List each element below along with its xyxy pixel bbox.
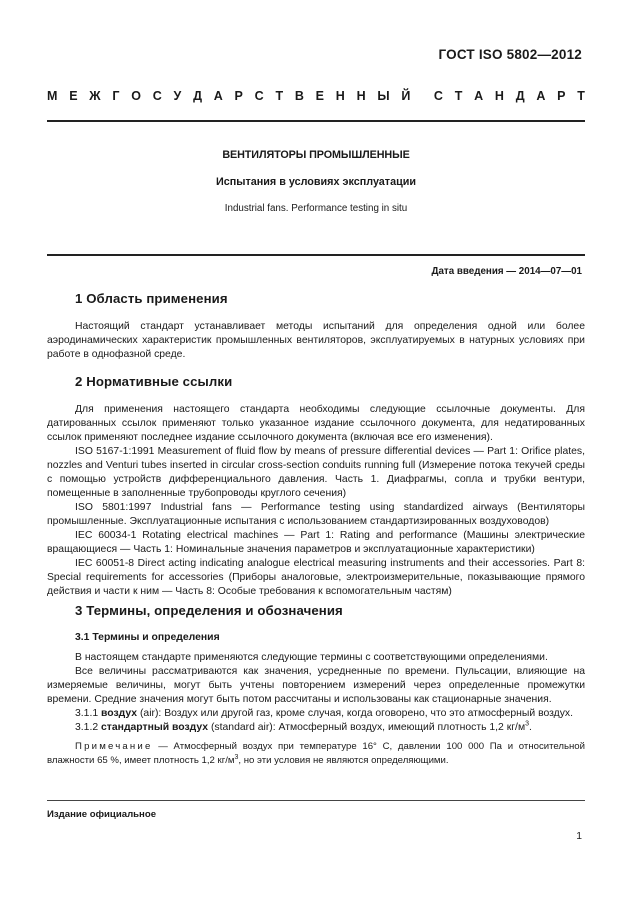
banner-letter: Ы [377, 89, 390, 103]
title-divider [47, 254, 585, 256]
banner-letter: Е [315, 89, 324, 103]
note-text-end: , но эти условия не являются определяющими. [238, 754, 449, 766]
banner-letter: Р [234, 89, 243, 103]
header-divider [47, 120, 585, 122]
banner-letter: С [152, 89, 162, 103]
term-name: стандартный воздух [101, 722, 209, 733]
superscript: 3 [525, 720, 529, 728]
section-3-1-heading: 3.1 Термины и определения [75, 632, 220, 643]
banner-letter: Н [335, 89, 345, 103]
section-3-paragraph: В настоящем стандарте применяются следующие термины с соответствующими определениями. [75, 652, 548, 663]
banner-letter: А [213, 89, 223, 103]
term-standard-air [47, 721, 585, 735]
section-3-body [47, 651, 585, 767]
term-definition-end: . [529, 722, 532, 733]
document-code: ГОСТ ISO 5802—2012 [438, 47, 582, 62]
banner-letter: Г [112, 89, 120, 103]
banner-letter: М [47, 89, 58, 103]
section-2-heading: 2 Нормативные ссылки [75, 374, 233, 389]
section-2-paragraph: Для применения настоящего стандарта необходимы следующие ссылочные документы. Для датированных ссылок применяют только указанное издание ссылочного документа, для недатированных ссылок применяют последнее издание ссылочного документа (включая все его изменения). [47, 404, 585, 443]
term-air [47, 707, 585, 721]
banner-letter: С [254, 89, 264, 103]
banner-letter: С [433, 89, 443, 103]
banner-letter: Н [356, 89, 366, 103]
page-number: 1 [576, 831, 582, 842]
term-number: 3.1.1 [75, 708, 99, 719]
section-2-body [47, 403, 585, 599]
reference-iso-5167: ISO 5167-1:1991 Measurement of fluid flow by means of pressure differential devices — Part 1: Orifice plates, nozzles and Venturi tubes inserted in circular cross-section conduits running full (Измерение потока текучей среды с помощью устройств дифференциального давления. Часть 1. Диафрагмы, сопла и трубки вентури, помещенные в заполненные трубопроводы круглого сечения) [47, 446, 585, 499]
reference-iec-60051: IEC 60051-8 Direct acting indicating analogue electrical measuring instruments and their accessories. Part 8: Special requirements for accessories (Приборы аналоговые, электроизмерительные, показывающие прямого действия и части к ним — Часть 8: Особые требования к вспомогательным частям) [47, 558, 585, 597]
banner-letter: Ж [89, 89, 101, 103]
official-edition-label: Издание официальное [47, 809, 157, 820]
banner-letter: А [536, 89, 546, 103]
banner-letter: У [173, 89, 182, 103]
document-subtitle: Испытания в условиях эксплуатации [215, 176, 417, 188]
standard-type-banner [47, 89, 585, 103]
banner-letter: Й [401, 89, 411, 103]
banner-letter: Т [577, 89, 585, 103]
term-name: воздух [101, 708, 138, 719]
banner-letter: Д [515, 89, 525, 103]
reference-iso-5801: ISO 5801:1997 Industrial fans — Performance testing using standardized airways (Вентиляторы промышленные. Эксплуатационные испытания с использованием стандартизированных воздуховодов) [47, 502, 585, 527]
note [47, 740, 585, 767]
reference-iec-60034: IEC 60034-1 Rotating electrical machines — Part 1: Rating and performance (Машины электрические вращающиеся — Часть 1: Номинальные значения параметров и эксплуатационные характеристики) [47, 530, 585, 555]
section-1-heading: 1 Область применения [75, 291, 228, 306]
section-1-paragraph: Настоящий стандарт устанавливает методы испытаний для определения одной или более аэродинамических характеристик промышленных вентиляторов, эксплуатируемых в натурных условиях при работе в однофазной среде. [47, 321, 585, 360]
term-definition: (air): Воздух или другой газ, кроме случая, когда оговорено, что это атмосферный воздух. [139, 708, 574, 719]
introduction-date: Дата введения — 2014—07—01 [431, 266, 582, 277]
banner-letter: Д [193, 89, 202, 103]
note-text: — Атмосферный воздух при температуре 16° С, давлении 100 000 Па и относительной влажности 65 %, имеет плотность 1,2 кг/м [47, 741, 585, 766]
banner-letter: Т [454, 89, 463, 103]
banner-letter: В [294, 89, 304, 103]
term-definition: (standard air): Атмосферный воздух, имеющий плотность 1,2 кг/м [210, 722, 526, 733]
section-1-body [47, 320, 585, 362]
banner-letter: Т [275, 89, 284, 103]
banner-letter: А [474, 89, 484, 103]
banner-letter: Р [557, 89, 566, 103]
section-3-paragraph: Все величины рассматриваются как значения, усредненные по времени. Пульсации, влияющие на измеряемые величины, могут быть учтены повторением измерений через определенные промежутки времени. Средние значения могут быть потом рассчитаны и использованы как стационарные значения. [47, 666, 585, 705]
banner-letter: О [131, 89, 141, 103]
note-label: Примечание [75, 741, 153, 752]
document-title: ВЕНТИЛЯТОРЫ ПРОМЫШЛЕННЫЕ [222, 149, 410, 161]
section-3-heading: 3 Термины, определения и обозначения [75, 603, 343, 618]
document-title-english: Industrial fans. Performance testing in situ [224, 203, 408, 214]
footer-divider [47, 800, 585, 801]
term-number: 3.1.2 [75, 722, 99, 733]
superscript: 3 [234, 753, 239, 761]
banner-letter: Е [69, 89, 78, 103]
banner-letter: Н [494, 89, 504, 103]
